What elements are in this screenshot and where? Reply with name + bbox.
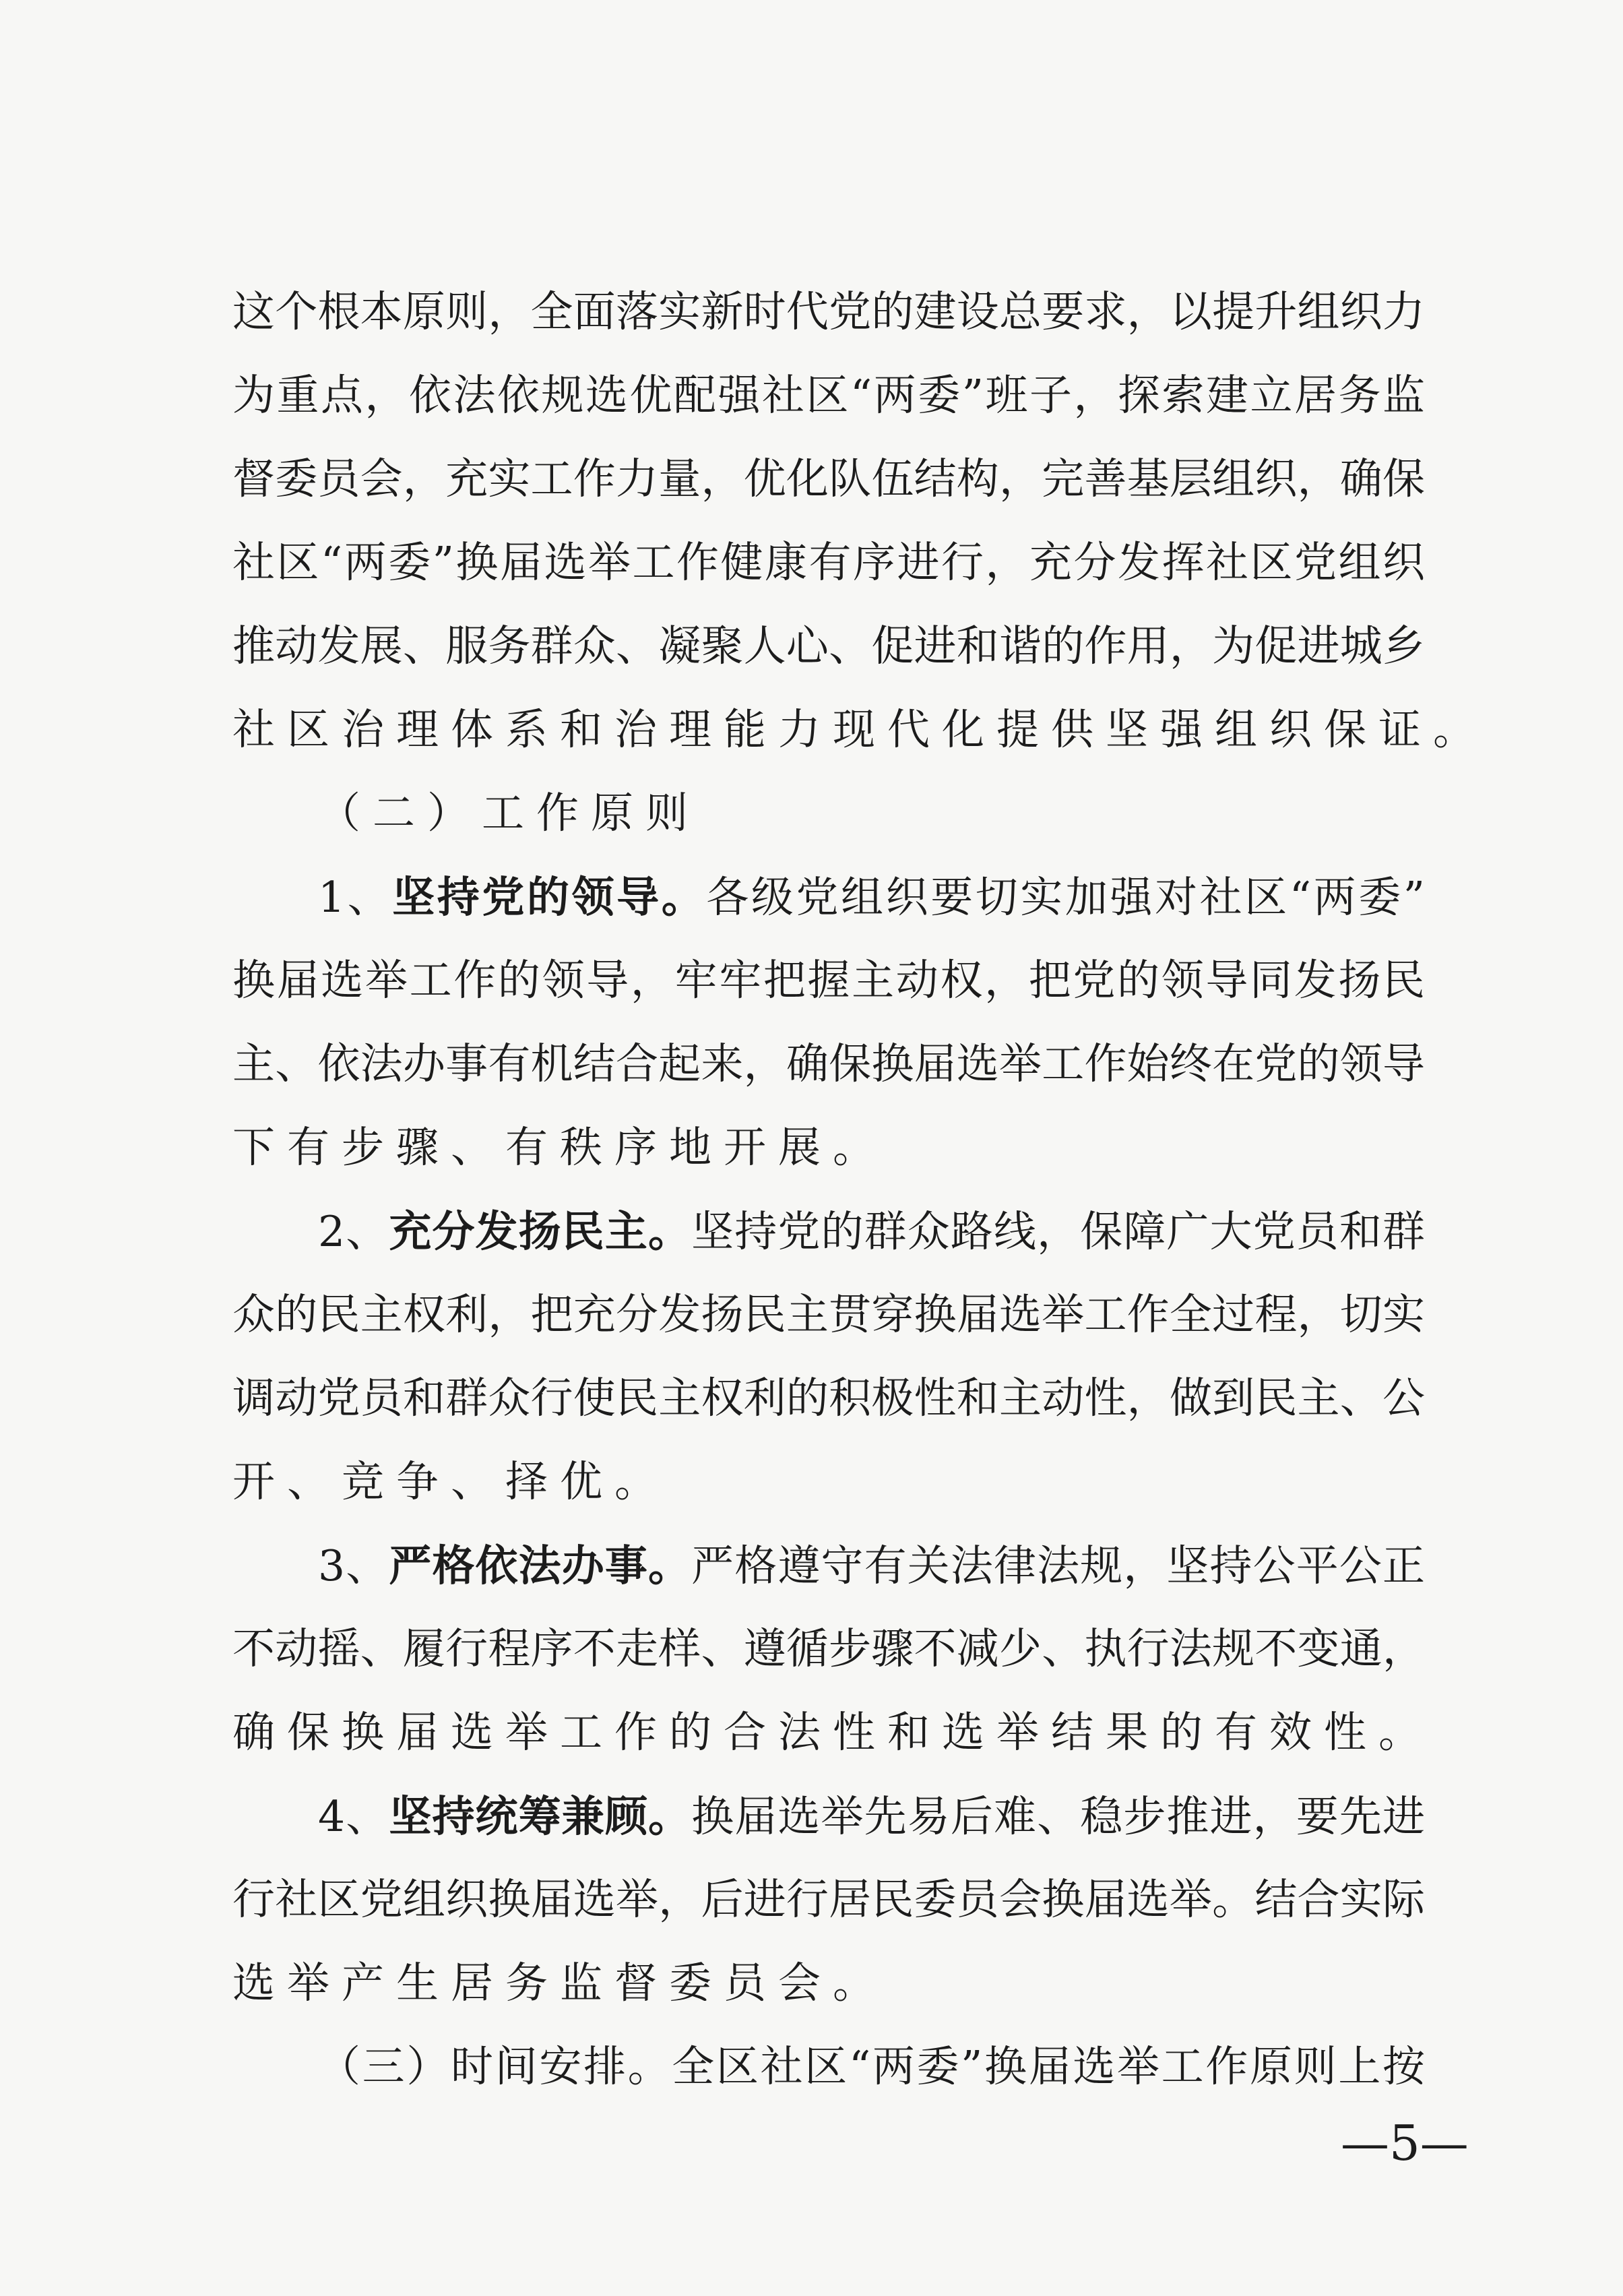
principle-heading-line — [318, 1535, 1425, 1596]
paragraph-line: 督委员会，充实工作力量，优化队伍结构，完善基层组织，确保 — [232, 454, 1425, 503]
paragraph-line: 推动发展、服务群众、凝聚人心、促进和谐的作用，为促进城乡 — [232, 621, 1425, 671]
principle-heading-line — [318, 867, 1425, 927]
principle-number: 1、 — [318, 873, 393, 922]
paragraph-line: 换届选举工作的领导，牢牢把握主动权，把党的领导同发扬民 — [232, 956, 1425, 1005]
section-heading-line: （三）时间安排。全区社区“两委”换届选举工作原则上按 — [318, 2042, 1425, 2091]
paragraph-line: 不动摇、履行程序不走样、遵循步骤不减少、执行法规不变通， — [232, 1624, 1425, 1673]
principle-title: 充分发扬民主。 — [389, 1206, 692, 1256]
paragraph-line: 为重点，依法依规选优配强社区“两委”班子，探索建立居务监 — [232, 371, 1425, 420]
section-heading: （二）工作原则 — [318, 788, 700, 838]
principle-heading-line — [318, 1201, 1425, 1262]
principle-text: 换届选举先易后难、稳步推进，要先进 — [691, 1792, 1426, 1841]
principle-heading-line — [318, 1786, 1425, 1847]
principle-text: 严格遵守有关法律法规，坚持公平公正 — [691, 1541, 1426, 1590]
paragraph-line: 开、竞争、择优。 — [232, 1457, 669, 1506]
paragraph-line: 选举产生居务监督委员会。 — [232, 1958, 887, 2008]
principle-title: 坚持党的领导。 — [392, 872, 707, 922]
paragraph-line: 下有步骤、有秩序地开展。 — [232, 1123, 887, 1172]
principle-text: 坚持党的群众路线，保障广大党员和群 — [691, 1207, 1426, 1256]
paragraph-line: 主、依法办事有机结合起来，确保换届选举工作始终在党的领导 — [232, 1039, 1425, 1088]
paragraph-line: 行社区党组织换届选举，后进行居民委员会换届选举。结合实际 — [232, 1875, 1425, 1924]
paragraph-line: 社区“两委”换届选举工作健康有序进行，充分发挥社区党组织 — [232, 538, 1425, 587]
principle-title: 严格依法办事。 — [389, 1541, 692, 1590]
paragraph-line: 调动党员和群众行使民主权利的积极性和主动性，做到民主、公 — [232, 1373, 1425, 1423]
paragraph-line: 确保换届选举工作的合法性和选举结果的有效性。 — [232, 1708, 1433, 1757]
page-number: —5— — [1341, 2115, 1469, 2171]
paragraph-line: 这个根本原则，全面落实新时代党的建设总要求，以提升组织力 — [232, 287, 1425, 336]
principle-text: 各级党组织要切实加强对社区“两委” — [706, 873, 1425, 922]
paragraph-line: 众的民主权利，把充分发扬民主贯穿换届选举工作全过程，切实 — [232, 1290, 1425, 1339]
principle-title: 坚持统筹兼顾。 — [389, 1791, 692, 1841]
principle-number: 2、 — [318, 1207, 389, 1256]
paragraph-line: 社区治理体系和治理能力现代化提供坚强组织保证。 — [232, 705, 1488, 754]
principle-number: 3、 — [318, 1541, 389, 1590]
principle-number: 4、 — [318, 1792, 389, 1841]
